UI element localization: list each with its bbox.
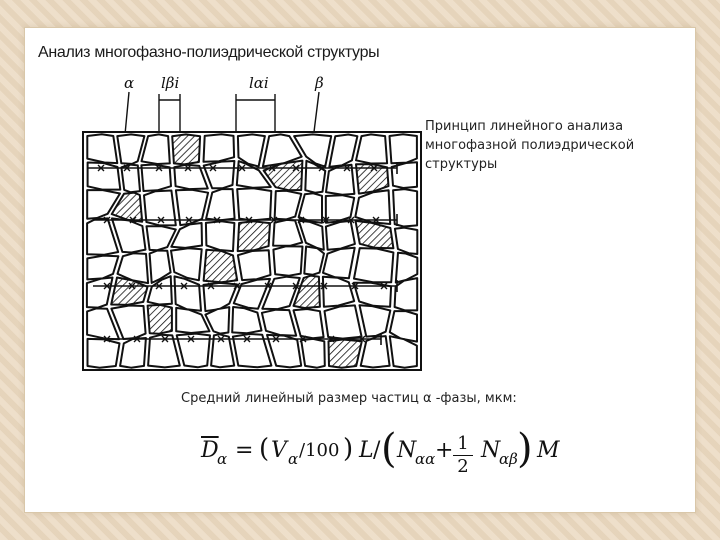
formula-n-ab-sub: αβ [499, 450, 518, 468]
caption-line-2: многофазной полиэдрической [425, 138, 635, 153]
alpha-grain [120, 338, 146, 368]
slide-frame [24, 27, 696, 513]
formula-frac-num: 1 [457, 433, 469, 454]
formula-big-close: ) [517, 426, 533, 472]
label-l-beta: lβi [161, 76, 180, 92]
alpha-grain [301, 339, 325, 368]
formula-slash: / [373, 438, 381, 463]
alpha-grain [354, 248, 393, 282]
alpha-grain [237, 188, 271, 220]
formula-equals: = [235, 438, 254, 463]
alpha-grain [326, 221, 355, 250]
label-beta: β [315, 76, 324, 92]
formula-n-aa-sub: αα [415, 450, 436, 468]
alpha-grain [390, 134, 417, 163]
beta-grain [238, 221, 270, 251]
alpha-grain [392, 162, 417, 188]
formula-v-sub: α [288, 450, 299, 468]
microstructure-figure [49, 76, 429, 376]
formula-description: Средний линейный размер частиц α -фазы, мкм: [181, 391, 517, 406]
beta-grain [148, 305, 172, 334]
formula-l: L [359, 438, 374, 463]
formula-lhs-sub: α [217, 450, 228, 468]
alpha-grain [325, 305, 362, 338]
alpha-grain [262, 310, 296, 336]
beta-grain [329, 340, 362, 368]
formula-big-open: ( [381, 426, 397, 472]
label-l-alpha: lαi [249, 76, 269, 92]
formula-fraction [453, 434, 473, 477]
alpha-grain [395, 228, 417, 254]
beta-grain [204, 250, 238, 283]
caption-line-1: Принцип линейного анализа [425, 119, 624, 134]
alpha-grain [87, 134, 117, 163]
mean-size-formula [195, 428, 595, 488]
formula-frac-den: 2 [457, 456, 469, 477]
formula-close-paren: ) [343, 434, 354, 464]
alpha-grain [88, 163, 121, 190]
formula-n-ab: N [481, 438, 501, 463]
formula-slash-100: /100 [299, 440, 340, 461]
alpha-grain [204, 134, 235, 162]
alpha-grain [206, 221, 235, 251]
formula-lhs: $\overline{D}$ [201, 438, 219, 463]
alpha-grain [356, 134, 387, 163]
formula-open-paren: ( [259, 434, 270, 464]
alpha-grain [88, 339, 120, 368]
formula-m: M [537, 438, 560, 463]
formula-n-aa: N [397, 438, 417, 463]
caption-line-3: структуры [425, 157, 498, 172]
label-alpha: α [124, 76, 135, 92]
figure-caption [425, 117, 675, 174]
alpha-grain [273, 246, 302, 275]
slide-title: Анализ многофазно-полиэдрической структуры [38, 44, 380, 61]
grain-network [87, 134, 417, 368]
alpha-grain [238, 250, 271, 280]
formula-v: V [271, 438, 287, 463]
beta-grain [172, 134, 200, 164]
formula-plus: + [435, 438, 454, 463]
